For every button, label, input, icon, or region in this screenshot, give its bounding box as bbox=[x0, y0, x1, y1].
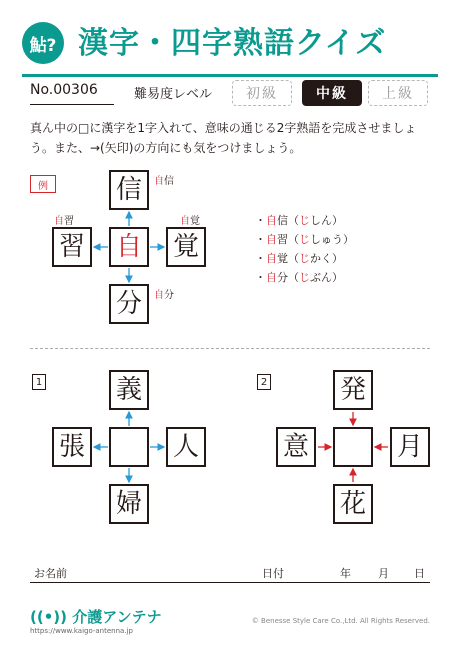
level-advanced: 上級 bbox=[368, 80, 428, 106]
example-answers bbox=[255, 211, 354, 287]
quiz1-bottom-kanji: 婦 bbox=[109, 484, 149, 524]
example-left-kanji: 習 bbox=[52, 227, 92, 267]
brand-name: 介護アンテナ bbox=[72, 608, 162, 626]
quiz1-top-kanji: 義 bbox=[109, 370, 149, 410]
brand-url[interactable]: https://www.kaigo-antenna.jp bbox=[30, 627, 133, 635]
copyright: © Benesse Style Care Co.,Ltd. All Rights Reserved. bbox=[251, 617, 430, 625]
quiz1-number: 1 bbox=[32, 374, 46, 390]
section-divider bbox=[30, 348, 430, 349]
quiz2-top-kanji: 発 bbox=[333, 370, 373, 410]
day-label: 日 bbox=[414, 567, 425, 580]
quiz-number: No.00306 bbox=[30, 82, 98, 98]
level-beginner: 初級 bbox=[232, 80, 292, 106]
quiz2-bottom-kanji: 花 bbox=[333, 484, 373, 524]
example-tag: 例 bbox=[30, 175, 56, 193]
difficulty-label: 難易度レベル bbox=[134, 87, 213, 102]
name-date-line bbox=[30, 582, 430, 583]
example-answer-2: ・自習（じしゅう） bbox=[255, 233, 354, 246]
example-answer-3: ・自覚（じかく） bbox=[255, 252, 343, 265]
month-label: 月 bbox=[378, 567, 389, 580]
quiz2-answer-box[interactable] bbox=[333, 427, 373, 467]
quiz1-left-kanji: 張 bbox=[52, 427, 92, 467]
example-bottom-kanji: 分 bbox=[109, 284, 149, 324]
example-right-kanji: 覚 bbox=[166, 227, 206, 267]
instructions-text: 真ん中の□に漢字を1字入れて、意味の通じる2字熟語を完成させましょう。また、→(矢印)の方向にも気をつけましょう。 bbox=[30, 121, 417, 155]
example-label-left: 自習 bbox=[54, 216, 74, 227]
quiz2-right-kanji: 月 bbox=[390, 427, 430, 467]
page-title: 漢字・四字熟語クイズ bbox=[78, 26, 387, 61]
brand-logo[interactable] bbox=[30, 606, 162, 627]
quiz-logo-icon: 鮎? bbox=[22, 22, 64, 64]
example-label-right: 自覚 bbox=[180, 216, 200, 227]
example-label-bottom: 自分 bbox=[154, 290, 174, 301]
quiz2-number: 2 bbox=[257, 374, 271, 390]
example-answer-1: ・自信（じしん） bbox=[255, 214, 343, 227]
quiz1-right-kanji: 人 bbox=[166, 427, 206, 467]
example-center-kanji: 自 bbox=[109, 227, 149, 267]
year-label: 年 bbox=[340, 567, 351, 580]
name-label: お名前 bbox=[34, 567, 67, 580]
example-label-top: 自信 bbox=[154, 176, 174, 187]
quiz1-answer-box[interactable] bbox=[109, 427, 149, 467]
level-intermediate: 中級 bbox=[302, 80, 362, 106]
example-top-kanji: 信 bbox=[109, 170, 149, 210]
antenna-icon: ((•)) bbox=[30, 608, 68, 626]
date-label: 日付 bbox=[262, 567, 284, 580]
example-answer-4: ・自分（じぶん） bbox=[255, 271, 343, 284]
quiz2-left-kanji: 意 bbox=[276, 427, 316, 467]
